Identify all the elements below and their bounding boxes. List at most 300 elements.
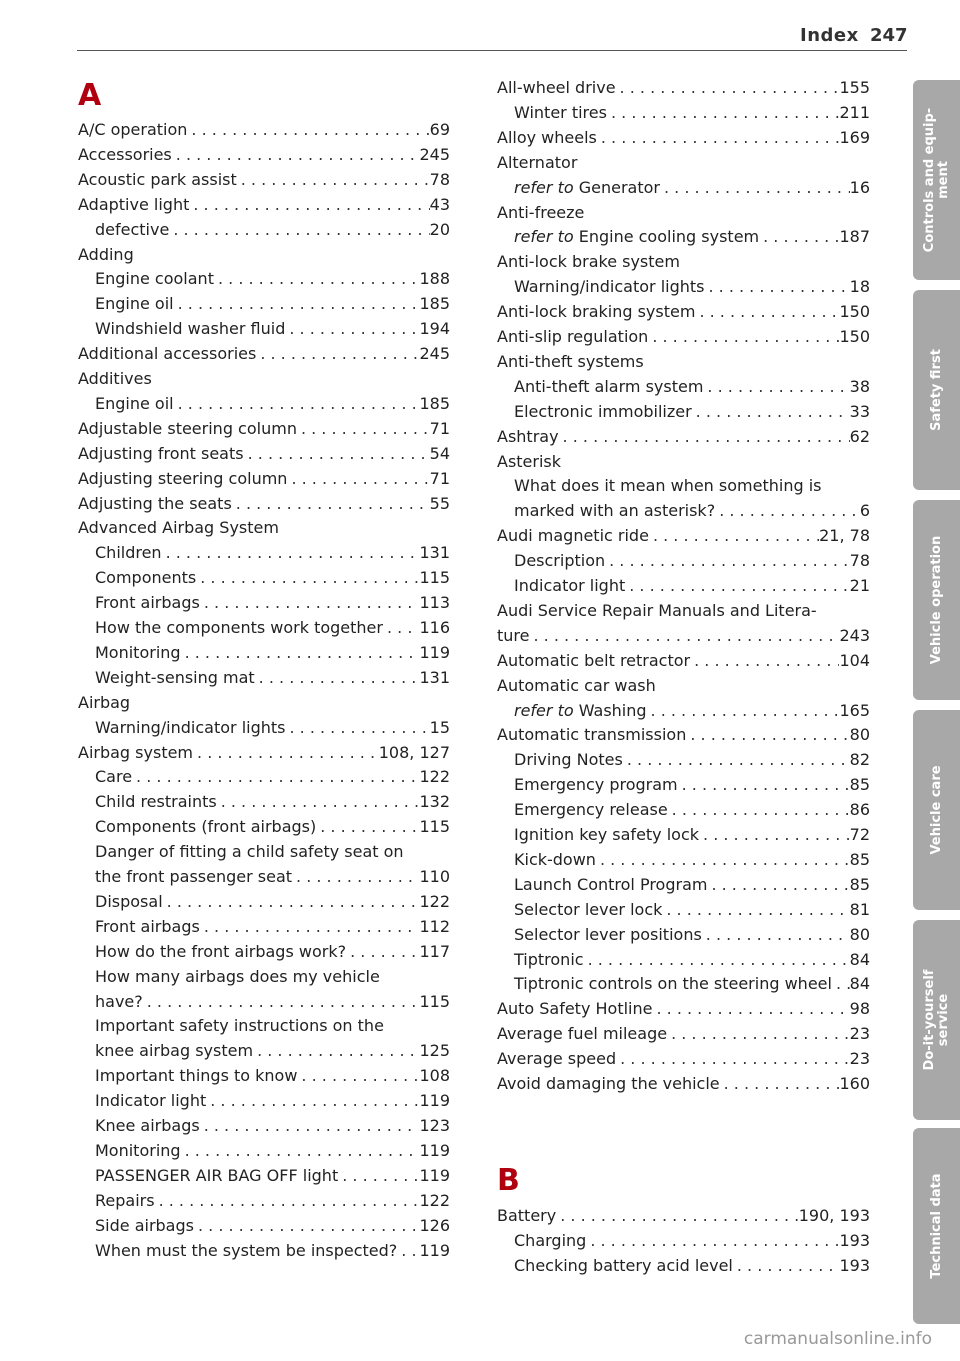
dot-leader [529,624,839,648]
dot-leader [397,1239,419,1263]
entry-page: 71 [429,468,450,488]
entry-page: 165 [839,700,870,720]
entry-page: 38 [849,376,870,396]
dot-leader [692,400,850,424]
entry-text [514,225,759,249]
index-entry [78,765,450,789]
dot-leader [196,566,419,590]
chapter-tab-label: Safety first [928,349,944,431]
dot-leader [200,591,420,615]
index-entry [497,101,870,125]
entry-text: Accessories [78,144,172,164]
chapter-tab[interactable] [913,1128,960,1324]
dot-leader [720,1072,840,1096]
entry-text: Danger of fitting a child safety seat on [95,842,404,862]
entry-text: Tiptronic [514,949,584,969]
entry-text: Anti-lock braking system [497,302,696,322]
dot-leader [690,649,839,673]
entry-page: 132 [419,792,450,812]
entry-text: Anti-theft alarm system [514,376,704,396]
index-entry [78,890,450,914]
entry-text: Tiptronic controls on the steering wheel [514,974,832,994]
dot-leader [255,666,420,690]
dot-leader [584,948,850,972]
index-entry [78,168,450,192]
index-entry [497,151,870,175]
entry-text: Battery [497,1206,557,1225]
dot-leader [660,176,850,200]
entry-page: 155 [839,78,870,97]
entry-page: 23 [849,1024,870,1044]
entry-text: Emergency release [514,800,668,820]
index-entry [497,997,870,1021]
dot-leader [662,898,849,922]
chapter-tab[interactable] [913,80,960,280]
dot-leader [200,1114,420,1138]
dot-leader [597,126,840,150]
entry-text: knee airbag system [95,1041,254,1061]
entry-page: 188 [419,269,450,289]
index-entry [78,616,450,640]
index-entry [78,990,450,1014]
index-entry [78,193,450,217]
entry-page: 6 [859,501,870,521]
entry-page: 112 [419,916,450,936]
index-entry [78,1039,450,1063]
entry-page: 245 [419,144,450,164]
entry-text: ture [497,625,530,645]
entry-text: Checking battery acid level [514,1255,733,1275]
refer-to-label: refer to [514,177,574,197]
chapter-tab-label: Vehicle operation [928,535,944,665]
refer-to-label: refer to [514,227,574,247]
entry-page: 98 [849,999,870,1019]
entry-page: 82 [849,750,870,770]
entry-page: 55 [429,493,450,513]
entry-text: Repairs [95,1190,155,1210]
entry-page: 185 [419,294,450,314]
entry-page: 62 [849,426,870,446]
index-entry [78,442,450,466]
index-entry [497,524,870,548]
index-entry [78,392,450,416]
entry-page: 193 [839,1230,870,1250]
entry-text: A/C operation [78,120,188,139]
index-entry [497,748,870,772]
index-entry [78,243,450,267]
dot-leader [625,574,849,598]
dot-leader [181,641,420,665]
index-entry [78,342,450,366]
dot-leader [169,218,429,242]
dot-leader [287,467,429,491]
entry-page: 86 [849,800,870,820]
entry-text: Engine oil [95,393,174,413]
entry-text: Average fuel mileage [497,1024,668,1044]
entry-text: Selector lever positions [514,924,702,944]
entry-text: Automatic belt retractor [497,650,691,670]
index-entry [78,815,450,839]
index-entry [497,574,870,598]
index-entry [497,425,870,449]
entry-page: 169 [839,127,870,147]
entry-text: have? [95,991,143,1011]
entry-page: 160 [839,1074,870,1093]
index-entry [497,1254,870,1278]
dot-leader [163,890,420,914]
index-entry [78,1139,450,1163]
index-entry [497,1204,870,1228]
entry-page: 72 [849,825,870,844]
index-entry [497,699,870,723]
index-entry [78,915,450,939]
index-entry [497,450,870,474]
index-entry [497,1047,870,1071]
entry-page: 85 [849,874,870,894]
dot-leader [292,865,419,889]
index-entry [78,218,450,242]
entry-text: Adding [78,244,134,264]
entry-page: 21, 78 [819,526,870,546]
dot-leader [155,1189,420,1213]
entry-text: Adjustable steering column [78,418,297,438]
entry-text: What does it mean when something is [514,476,822,496]
entry-text: Disposal [95,891,163,911]
entry-page: 119 [419,1165,450,1185]
entry-page: 119 [419,1091,450,1111]
entry-page: 131 [419,543,450,563]
entry-text: defective [95,219,170,239]
entry-page: 150 [839,327,870,346]
dot-leader [297,1064,419,1088]
index-entry [497,325,870,349]
entry-target: Engine cooling system [573,227,760,247]
entry-page: 117 [419,941,450,961]
dot-leader [297,417,430,441]
entry-text: Audi magnetic ride [497,526,649,546]
entry-page: 194 [419,319,450,339]
entry-text: Monitoring [95,1140,181,1160]
index-entry [497,300,870,324]
dot-leader [596,848,850,872]
index-entry [497,972,870,996]
index-entry [497,225,870,249]
entry-page: 190, 193 [798,1206,870,1225]
entry-page: 18 [849,277,870,297]
entry-text: Indicator light [514,576,626,595]
entry-page: 131 [419,667,450,687]
dot-leader [695,300,839,324]
entry-page: 115 [419,817,450,837]
index-entry [78,516,450,540]
chapter-tab[interactable] [913,500,960,700]
chapter-tab-label: Do-it-yourself service [921,969,951,1071]
entry-text: Engine oil [95,294,174,314]
index-entry [78,641,450,665]
index-entry [78,1014,450,1038]
dot-leader [699,823,850,847]
index-entry [78,367,450,391]
index-entry [78,1214,450,1238]
index-entry [497,674,870,698]
entry-text: Electronic immobilizer [514,401,692,421]
header-title: Index [800,25,859,46]
watermark: carmanualsonline.info [743,1329,932,1349]
dot-leader [189,193,429,217]
entry-text: Winter tires [514,102,607,122]
dot-leader [832,972,850,996]
entry-text: Auto Safety Hotline [497,999,653,1019]
chapter-tab-label: Controls and equip- ment [921,107,951,253]
index-entry [78,541,450,565]
entry-target: Washing [573,700,647,720]
index-entry [78,940,450,964]
entry-text: Description [514,551,606,571]
chapter-tab[interactable] [913,290,960,490]
entry-text: Side airbags [95,1215,194,1235]
entry-page: 125 [419,1041,450,1061]
dot-leader [616,76,840,100]
index-entry [497,400,870,424]
index-entry [497,1022,870,1046]
index-entry [497,923,870,947]
dot-leader [253,1039,419,1063]
entry-text: Components [95,568,197,588]
refer-to-label: refer to [514,700,574,720]
dot-leader [206,1089,419,1113]
entry-text: Warning/indicator lights [514,277,705,297]
dot-leader [586,1229,839,1253]
dot-leader [194,1214,419,1238]
section-letter-b: B [497,1163,520,1198]
entry-page: 84 [849,974,870,994]
entry-page: 85 [849,849,870,869]
index-entry [497,1072,870,1096]
index-entry [497,823,870,847]
index-entry [497,773,870,797]
dot-leader [285,716,429,740]
entry-page: 245 [419,344,450,364]
entry-page: 150 [839,302,870,322]
entry-text: Additives [78,369,152,388]
index-entry [497,474,870,498]
dot-leader [715,499,860,523]
index-entry [497,375,870,399]
dot-leader [132,765,419,789]
entry-page: 122 [419,891,450,911]
dot-leader [187,118,429,142]
index-entry [78,1239,450,1263]
dot-leader [667,1022,850,1046]
entry-text: Anti-theft systems [497,351,644,371]
index-entry [78,118,450,142]
index-entry [497,76,870,100]
entry-text: Components (front airbags) [95,817,317,837]
entry-page: 108, 127 [378,742,450,762]
index-entry [78,1064,450,1088]
dot-leader [652,997,849,1021]
entry-text: Engine coolant [95,269,214,289]
dot-leader [704,275,849,299]
index-entry [78,691,450,715]
dot-leader [346,940,419,964]
dot-leader [686,723,849,747]
entry-text: Front airbags [95,916,200,936]
dot-leader [678,773,850,797]
entry-page: 187 [839,227,870,247]
index-entry [78,716,450,740]
entry-text: Acoustic park assist [78,169,237,189]
entry-text: Alloy wheels [497,127,597,147]
entry-text: Average speed [497,1049,617,1069]
entry-page: 123 [419,1116,450,1135]
dot-leader [759,225,839,249]
dot-leader [733,1254,840,1278]
index-entry [78,417,450,441]
index-entry [497,948,870,972]
dot-leader [200,915,420,939]
entry-page: 116 [419,618,450,637]
index-entry [78,666,450,690]
entry-text: Audi Service Repair Manuals and Litera- [497,600,817,620]
entry-text: Ashtray [497,426,559,446]
entry-text: Children [95,543,162,563]
dot-leader [172,143,420,167]
entry-page: 78 [429,169,450,189]
dot-leader [607,101,839,125]
entry-page: 20 [429,219,450,239]
dot-leader [217,790,420,814]
chapter-tab[interactable] [913,710,960,910]
entry-page: 119 [419,642,450,662]
index-entry [78,566,450,590]
entry-page: 15 [429,717,450,737]
index-entry [497,848,870,872]
chapter-tab[interactable] [913,920,960,1120]
index-entry [78,591,450,615]
dot-leader [256,342,419,366]
dot-leader [559,425,850,449]
entry-page: 243 [839,625,870,645]
entry-target: Generator [573,177,660,197]
entry-page: 71 [429,418,450,438]
entry-page: 119 [419,1240,450,1260]
entry-page: 33 [849,401,870,421]
entry-text: Knee airbags [95,1116,200,1135]
entry-text: Advanced Airbag System [78,518,279,538]
entry-text: Important things to know [95,1066,298,1086]
entry-page: 211 [839,102,870,122]
entry-page: 185 [419,393,450,413]
entry-text: When must the system be inspected? [95,1240,398,1260]
index-entry [497,723,870,747]
entry-text: Adjusting the seats [78,493,232,513]
entry-text: the front passenger seat [95,867,293,886]
entry-text: All-wheel drive [497,78,616,97]
entry-page: 81 [849,899,870,919]
index-entry [78,143,450,167]
index-entry [78,292,450,316]
dot-leader [668,798,850,822]
dot-leader [383,616,419,640]
entry-text: Kick-down [514,849,596,869]
dot-leader [316,815,419,839]
index-entry [497,649,870,673]
entry-text: Anti-freeze [497,202,585,222]
entry-text: Charging [514,1230,587,1250]
dot-leader [707,873,849,897]
entry-text: Avoid damaging the vehicle [497,1074,720,1093]
entry-text: Additional accessories [78,344,257,364]
entry-page: 16 [849,177,870,197]
entry-page: 69 [429,120,450,139]
index-entry [78,741,450,765]
dot-leader [162,541,420,565]
entry-text: Anti-lock brake system [497,252,680,272]
entry-text: How do the front airbags work? [95,941,347,961]
section-letter-a: A [78,78,102,113]
entry-text: How the components work together [95,618,383,637]
entry-page: 21 [849,576,870,595]
index-entry [497,499,870,523]
entry-page: 122 [419,767,450,787]
entry-page: 23 [849,1049,870,1069]
dot-leader [556,1204,799,1228]
entry-page: 122 [419,1190,450,1210]
entry-text: PASSENGER AIR BAG OFF light [95,1165,339,1185]
entry-text: Launch Control Program [514,874,708,894]
entry-page: 80 [849,725,870,745]
entry-text: Warning/indicator lights [95,717,286,737]
index-entry [78,1164,450,1188]
entry-text: Adjusting steering column [78,468,288,488]
dot-leader [338,1164,419,1188]
entry-text: How many airbags does my vehicle [95,966,380,986]
entry-text: Anti-slip regulation [497,327,649,346]
dot-leader [616,1047,850,1071]
entry-text: Automatic car wash [497,675,656,695]
chapter-tab-label: Technical data [928,1173,944,1279]
entry-text: Airbag system [78,742,194,762]
index-entry [78,865,450,889]
entry-page: 115 [419,991,450,1011]
dot-leader [649,524,819,548]
index-entry [497,599,870,623]
index-entry [497,350,870,374]
entry-text: Monitoring [95,642,181,662]
index-entry [497,201,870,225]
index-entry [78,1089,450,1113]
entry-text: Alternator [497,152,578,172]
header-rule [77,50,907,51]
dot-leader [181,1139,420,1163]
dot-leader [647,699,840,723]
dot-leader [143,990,420,1014]
dot-leader [237,168,430,192]
dot-leader [605,549,850,573]
entry-page: 78 [849,551,870,571]
entry-page: 115 [419,568,450,588]
index-entry [497,873,870,897]
entry-text [514,176,660,200]
dot-leader [174,392,420,416]
index-entry [78,467,450,491]
entry-page: 126 [419,1215,450,1235]
entry-text: Asterisk [497,451,562,471]
index-entry [78,492,450,516]
entry-page: 43 [429,194,450,214]
index-entry [497,549,870,573]
